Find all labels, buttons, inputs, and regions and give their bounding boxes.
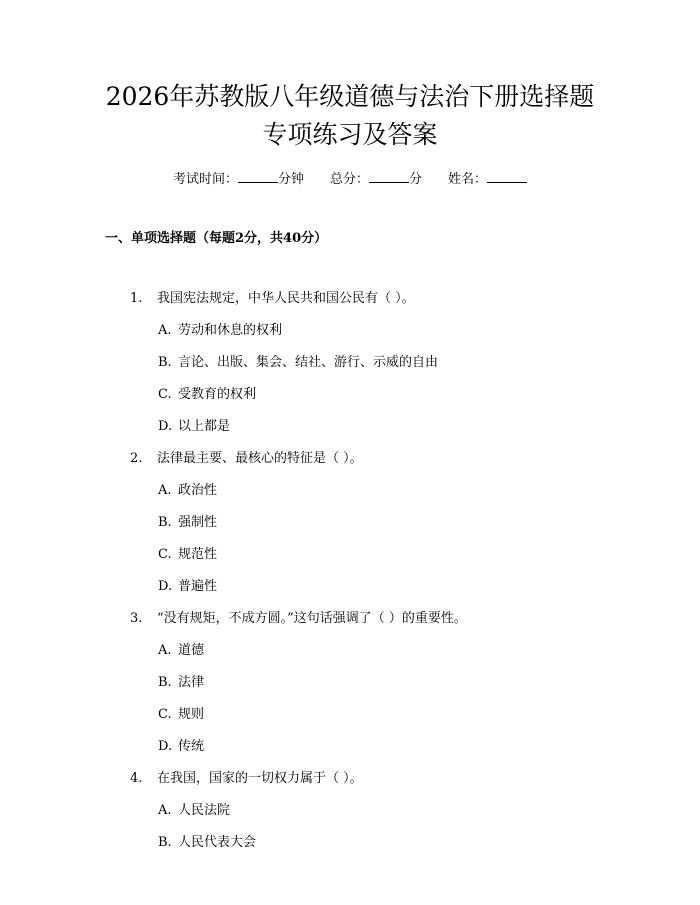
option-text: 人民法院 [178,803,231,818]
name-label: 姓名： [448,172,488,187]
question-text: 法律最主要、最核心的特征是（ ）。 [157,451,363,466]
option-letter: D. [158,579,173,594]
option-text: 规则 [178,707,205,722]
question-number: 2. [130,451,143,466]
option-text: 受教育的权利 [178,387,257,402]
option-letter: B. [158,515,172,530]
question-text: 在我国，国家的一切权力属于（ ）。 [157,771,363,786]
option-letter: C. [158,707,172,722]
option-text: 政治性 [178,483,218,498]
time-blank [238,168,278,183]
option-letter: B. [158,675,172,690]
option-letter: A. [158,483,172,498]
option-letter: B. [158,835,172,850]
option-text: 言论、出版、集会、结社、游行、示威的自由 [178,355,439,370]
title-line-2: 专项练习及答案 [262,120,438,149]
option-letter: A. [158,643,172,658]
option-text: 道德 [178,643,205,658]
option-letter: A. [158,323,172,338]
exam-meta [0,168,700,190]
option-letter: C. [158,387,172,402]
time-unit: 分钟 [277,172,304,187]
option-letter: D. [158,419,173,434]
title-line-1: 2026年苏教版八年级道德与法治下册选择题 [105,82,595,111]
option-letter: A. [158,803,172,818]
time-label: 考试时间： [172,172,238,187]
name-blank [487,168,527,183]
option-letter: D. [158,739,173,754]
score-unit: 分 [409,172,423,187]
question-text: “没有规矩，不成方圆。”这句话强调了（ ）的重要性。 [157,611,467,626]
option-letter: B. [158,355,172,370]
option-text: 以上都是 [178,419,231,434]
option-text: 强制性 [178,515,218,530]
score-label: 总分： [329,172,369,187]
option-text: 普遍性 [178,579,218,594]
option-text: 规范性 [178,547,218,562]
option-text: 法律 [178,675,205,690]
option-text: 人民代表大会 [178,835,257,850]
section-title: 一、单项选择题（每题2分，共40分） [105,231,328,246]
option-letter: C. [158,547,172,562]
question-text: 我国宪法规定，中华人民共和国公民有（ ）。 [157,291,415,306]
question-number: 3. [130,611,143,626]
question-number: 1. [130,291,143,306]
option-text: 劳动和休息的权利 [178,323,283,338]
option-text: 传统 [178,739,205,754]
score-blank [369,168,409,183]
question-number: 4. [130,771,143,786]
